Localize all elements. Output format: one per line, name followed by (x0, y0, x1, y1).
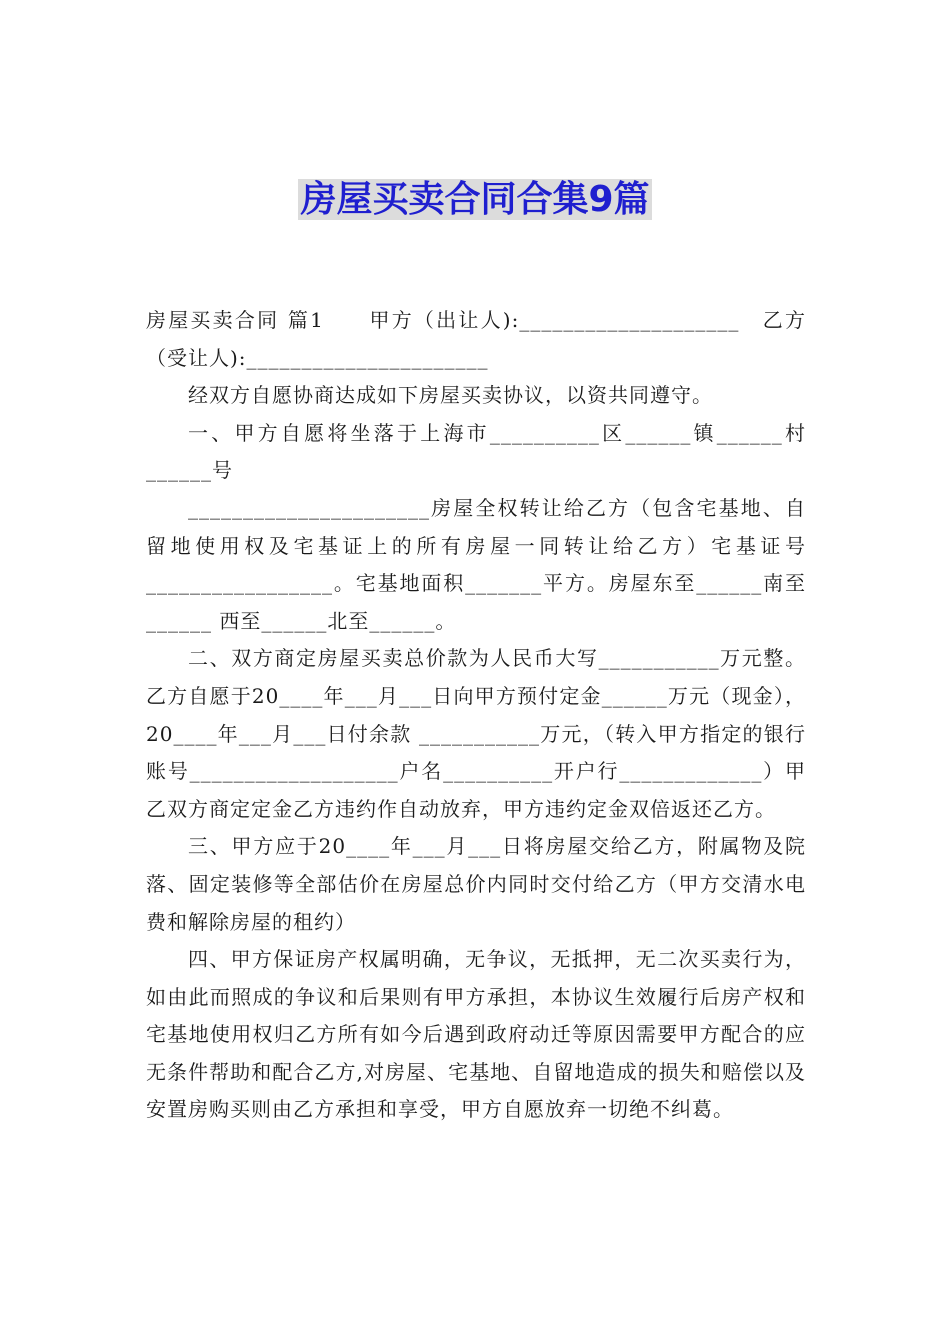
paragraph-header: 房屋买卖合同 篇1 甲方（出让人):____________________ 乙方（受让人):______________________ (146, 308, 806, 370)
paragraph-intro: 经双方自愿协商达成如下房屋买卖协议，以资共同遵守。 (188, 383, 713, 408)
paragraph-clause-4: 四、甲方保证房产权属明确，无争议，无抵押，无二次买卖行为，如由此而照成的争议和后果则有甲方承担，本协议生效履行后房产权和宅基地使用权归乙方所有如今后遇到政府动迁等原因需要甲方配合的应无条件帮助和配合乙方,对房屋、宅基地、自留地造成的损失和赔偿以及安置房购买则由乙方承担和享受，甲方自愿放弃一切绝不纠葛。 (146, 947, 806, 1122)
paragraph-clause-3: 三、甲方应于20____年___月___日将房屋交给乙方，附属物及院落、固定装修等全部估价在房屋总价内同时交付给乙方（甲方交清水电费和解除房屋的租约） (146, 834, 806, 934)
paragraph-clause-1-cont: ______________________房屋全权转让给乙方（包含宅基地、自留地使用权及宅基证上的所有房屋一同转让给乙方）宅基证号_________________。宅基地面积_______平方。房屋东至______南至______ 西至______北至______。 (146, 495, 806, 633)
paragraph-clause-1: 一、甲方自愿将坐落于上海市__________区______镇______村______号 (146, 420, 806, 483)
document-title-text: 房屋买卖合同合集9篇 (300, 179, 650, 220)
document-body (146, 302, 806, 1129)
document-title (0, 178, 950, 222)
paragraph-clause-2: 二、双方商定房屋买卖总价款为人民币大写___________万元整。乙方自愿于20____年___月___日向甲方预付定金______万元（现金），20____年___月___日付余款 ___________万元，（转入甲方指定的银行账号___________________户名__________开户行_____________）甲乙双方商定定金乙方违约作自动放弃，甲方违约定金双倍返还乙方。 (146, 646, 806, 821)
